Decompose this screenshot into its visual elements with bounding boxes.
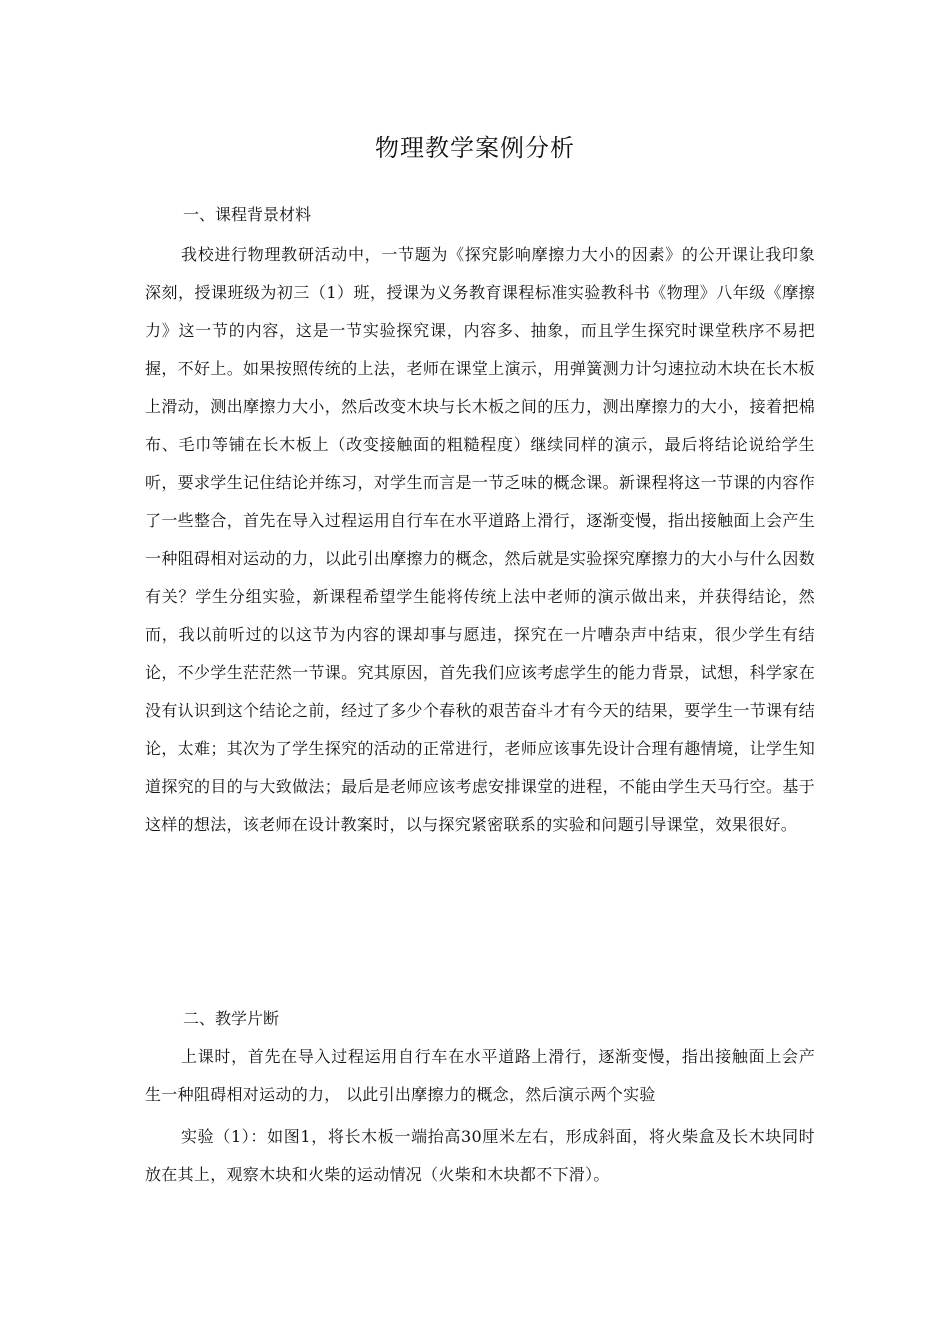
experiment-paragraph: 实验（1）：如图1，将长木板一端抬高30厘米左右，形成斜面，将火柴盒及长木块同时放在其上，观察木块和火柴的运动情况（火柴和木块都不下滑）。 xyxy=(145,1127,815,1184)
section-heading-teaching-excerpt: 二、教学片断 xyxy=(183,1009,280,1028)
section-heading-background: 一、课程背景材料 xyxy=(183,205,312,224)
document-title: 物理教学案例分析 xyxy=(375,134,575,162)
teaching-paragraph: 上课时，首先在导入过程运用自行车在水平道路上滑行，逐渐变慢，指出接触面上会产生一种阻碍相对运动的力， 以此引出摩擦力的概念，然后演示两个实验 xyxy=(145,1047,815,1104)
background-paragraph: 我校进行物理教研活动中，一节题为《探究影响摩擦力大小的因素》的公开课让我印象深刻，授课班级为初三（1）班，授课为义务教育课程标准实验教科书《物理》八年级《摩擦力》这一节的内容，这是一节实验探究课，内容多、抽象，而且学生探究时课堂秩序不易把握，不好上。如果按照传统的上法，老师在课堂上演示，用弹簧测力计匀速拉动木块在长木板上滑动，测出摩擦力大小，然后改变木块与长木板之间的压力，测出摩擦力的大小，接着把棉布、毛巾等铺在长木板上（改变接触面的粗糙程度）继续同样的演示，最后将结论说给学生听，要求学生记住结论并练习，对学生而言是一节乏味的概念课。新课程将这一节课的内容作了一些整合，首先在导入过程运用自行车在水平道路上滑行，逐渐变慢，指出接触面上会产生一种阻碍相对运动的力，以此引出摩擦力的概念，然后就是实验探究摩擦力的大小与什么因数有关？学生分组实验，新课程希望学生能将传统上法中老师的演示做出来，并获得结论，然而，我以前听过的以这节为内容的课却事与愿违，探究在一片嘈杂声中结束，很少学生有结论，不少学生茫茫然一节课。究其原因，首先我们应该考虑学生的能力背景，试想，科学家在没有认识到这个结论之前，经过了多少个春秋的艰苦奋斗才有今天的结果，要学生一节课有结论，太难；其次为了学生探究的活动的正常进行，老师应该事先设计合理有趣情境，让学生知道探究的目的与大致做法；最后是老师应该考虑安排课堂的进程，不能由学生天马行空。基于这样的想法，该老师在设计教案时，以与探究紧密联系的实验和问题引导课堂，效果很好。 xyxy=(145,245,815,834)
